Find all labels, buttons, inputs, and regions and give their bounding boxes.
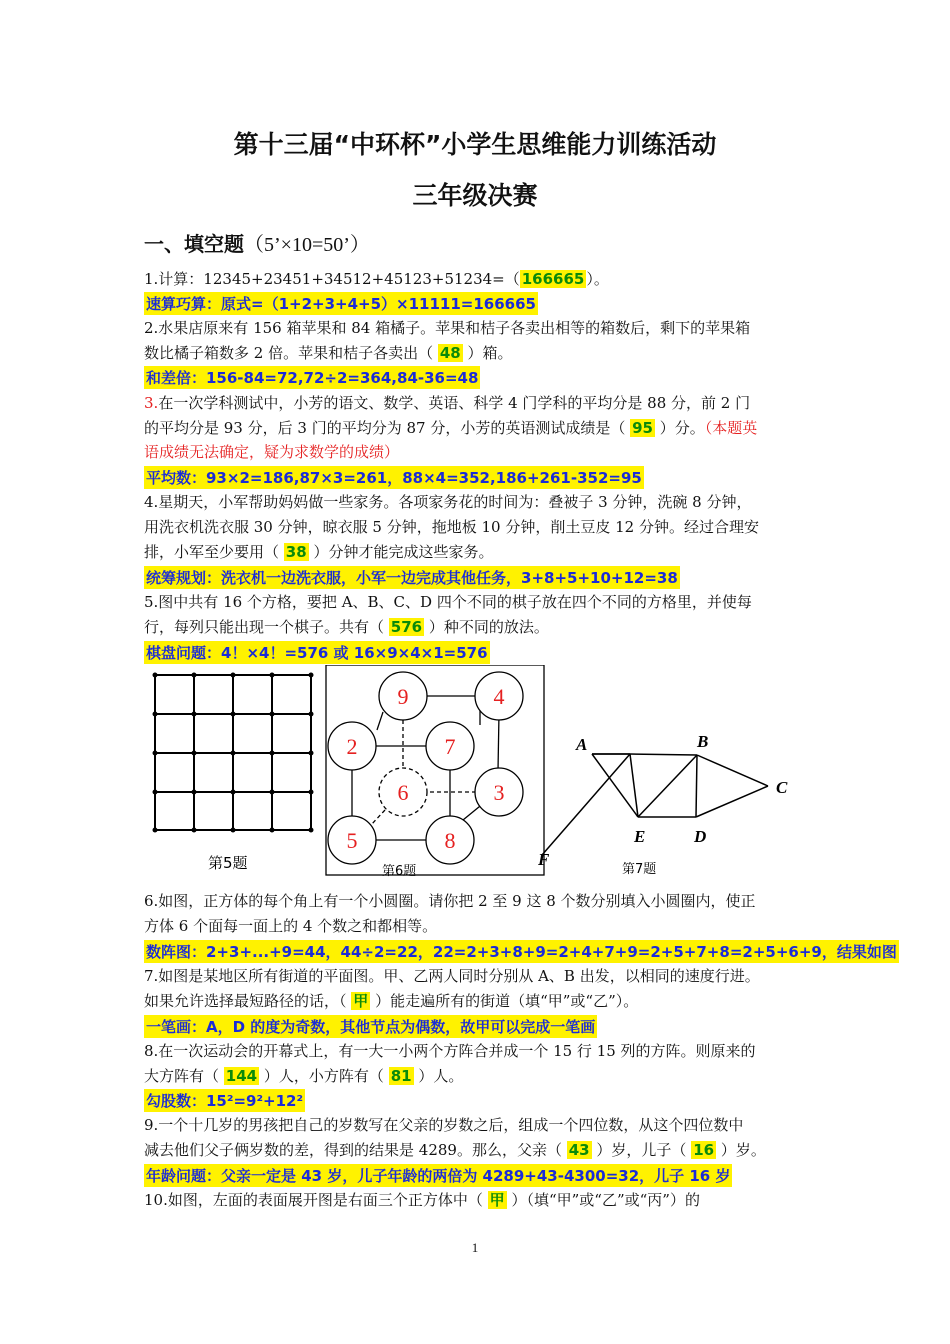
q9-line2: 减去他们父子俩岁数的差，得到的结果是 4289。那么，父亲（ 43 ）岁，儿子（ 16 ）岁。 bbox=[144, 1141, 766, 1159]
q3-note-line: 语成绩无法确定，疑为求数学的成绩） bbox=[144, 443, 400, 461]
node-label: F bbox=[538, 850, 550, 869]
page-title: 第十三届“中环杯”小学生思维能力训练活动 bbox=[233, 130, 717, 159]
page-subtitle: 三年级决赛 bbox=[412, 181, 538, 210]
q5-line2: 行，每列只能出现一个棋子。共有（ 576 ）种不同的放法。 bbox=[144, 618, 549, 636]
node-label: A bbox=[576, 735, 588, 754]
q4-answer: 38 bbox=[285, 543, 307, 561]
fig6-caption: 第6题 bbox=[382, 864, 417, 879]
q5-solution: 棋盘问题：4！×4！=576 或 16×9×4×1=576 bbox=[144, 641, 490, 664]
q2-line2: 数比橘子箱数多 2 倍。苹果和桔子各卖出（ 48 ）箱。 bbox=[144, 344, 513, 362]
q4-solution: 统筹规划：洗衣机一边洗衣服，小军一边完成其他任务，3+8+5+10+12=38 bbox=[144, 566, 680, 589]
q5-answer: 576 bbox=[390, 618, 423, 636]
q4-line2: 用洗衣机洗衣服 30 分钟，晾衣服 5 分钟，拖地板 10 分钟，削土豆皮 12 分钟。经过合理安 bbox=[144, 518, 759, 536]
q2-solution: 和差倍：156-84=72,72÷2=364,84-36=48 bbox=[144, 366, 480, 389]
q5-line1: 5.图中共有 16 个方格，要把 A、B、C、D 四个不同的棋子放在四个不同的方格里，并使每 bbox=[144, 593, 752, 611]
node-label: E bbox=[634, 827, 646, 846]
q3-answer: 95 bbox=[632, 419, 653, 437]
cube-num: 9 bbox=[397, 684, 409, 709]
q3-line1: 3.在一次学科测试中，小芳的语文、数学、英语、科学 4 门学科的平均分是 88 分，前 2 门 bbox=[144, 394, 751, 412]
section-score: （5’×10=50’） bbox=[244, 234, 370, 256]
cube-num: 4 bbox=[493, 684, 505, 709]
q9-answer-1: 43 bbox=[568, 1141, 590, 1159]
fig7-caption: 第7题 bbox=[622, 862, 657, 877]
node-label: C bbox=[776, 778, 788, 797]
q4-line3: 排，小军至少要用（ 38 ）分钟才能完成这些家务。 bbox=[144, 543, 494, 561]
cube-num: 3 bbox=[493, 780, 505, 805]
node-label: B bbox=[697, 732, 709, 751]
q8-solution: 勾股数：15²=9²+12² bbox=[144, 1089, 305, 1112]
node-label: D bbox=[694, 827, 707, 846]
q10-line1: 10.如图，左面的表面展开图是右面三个正方体中（ 甲 ）（填“甲”或“乙”或“丙”）的 bbox=[144, 1191, 700, 1209]
q3-line2: 的平均分是 93 分，后 3 门的平均分为 87 分，小芳的英语测试成绩是（ 95 ）分。（本题英 bbox=[144, 419, 758, 437]
q8-line1: 8.在一次运动会的开幕式上，有一大一小两个方阵合并成一个 15 行 15 列的方阵。则原来的 bbox=[144, 1042, 756, 1060]
q8-answer-2: 81 bbox=[390, 1067, 412, 1085]
q7-solution: 一笔画：A，D 的度为奇数，其他节点为偶数，故甲可以完成一笔画 bbox=[144, 1015, 597, 1038]
q1-answer: 166665 bbox=[521, 270, 585, 288]
page-number: 1 bbox=[471, 1240, 479, 1255]
q1-text: 1.计算：12345+23451+34512+45123+51234=（ 166665 ）。 bbox=[144, 270, 609, 288]
q3-solution: 平均数：93×2=186,87×3=261，88×4=352,186+261-352=95 bbox=[144, 466, 644, 489]
cube-num: 6 bbox=[397, 780, 409, 805]
fig5-caption: 第5题 bbox=[208, 854, 248, 872]
q2-answer: 48 bbox=[439, 344, 461, 362]
q9-solution: 年龄问题：父亲一定是 43 岁，儿子年龄的两倍为 4289+43-4300=32，儿子 16 岁 bbox=[144, 1164, 732, 1187]
q6-line2: 方体 6 个面每一面上的 4 个数之和都相等。 bbox=[144, 917, 438, 935]
cube-num: 7 bbox=[444, 734, 456, 759]
q8-line2: 大方阵有（ 144 ）人，小方阵有（ 81 ）人。 bbox=[144, 1067, 464, 1085]
q2-line1: 2.水果店原来有 156 箱苹果和 84 箱橘子。苹果和桔子各卖出相等的箱数后，剩下的苹果箱 bbox=[144, 319, 751, 337]
q7-line2: 如果允许选择最短路径的话，（ 甲 ）能走遍所有的街道（填“甲”或“乙”）。 bbox=[144, 992, 639, 1010]
cube-num: 2 bbox=[346, 734, 358, 759]
figures-row bbox=[140, 665, 820, 880]
q8-answer-1: 144 bbox=[225, 1067, 258, 1085]
q1-solution: 速算巧算：原式=（1+2+3+4+5）×11111=166665 bbox=[144, 292, 538, 315]
section-heading bbox=[144, 228, 370, 257]
q9-answer-2: 16 bbox=[693, 1141, 715, 1159]
q3-note: （本题英 bbox=[704, 419, 758, 437]
q10-answer: 甲 bbox=[489, 1191, 505, 1209]
q4-line1: 4.星期天，小军帮助妈妈做一些家务。各项家务花的时间为：叠被子 3 分钟，洗碗 8 分钟， bbox=[144, 493, 752, 511]
section-title: 一、填空题 bbox=[144, 232, 244, 256]
q6-solution: 数阵图：2+3+...+9=44，44÷2=22，22=2+3+8+9=2+4+7+9=2+5+7+8=2+5+6+9，结果如图 bbox=[144, 940, 899, 963]
cube-num: 8 bbox=[444, 828, 456, 853]
cube-num: 5 bbox=[346, 828, 358, 853]
q7-line1: 7.如图是某地区所有街道的平面图。甲、乙两人同时分别从 A、B 出发，以相同的速度行进。 bbox=[144, 967, 760, 985]
street-figure bbox=[542, 754, 768, 855]
q6-line1: 6.如图，正方体的每个角上有一个小圆圈。请你把 2 至 9 这 8 个数分别填入小圆圈内，使正 bbox=[144, 892, 756, 910]
q9-line1: 9.一个十几岁的男孩把自己的岁数写在父亲的岁数之后，组成一个四位数，从这个四位数中 bbox=[144, 1116, 744, 1134]
q7-answer: 甲 bbox=[353, 992, 369, 1010]
